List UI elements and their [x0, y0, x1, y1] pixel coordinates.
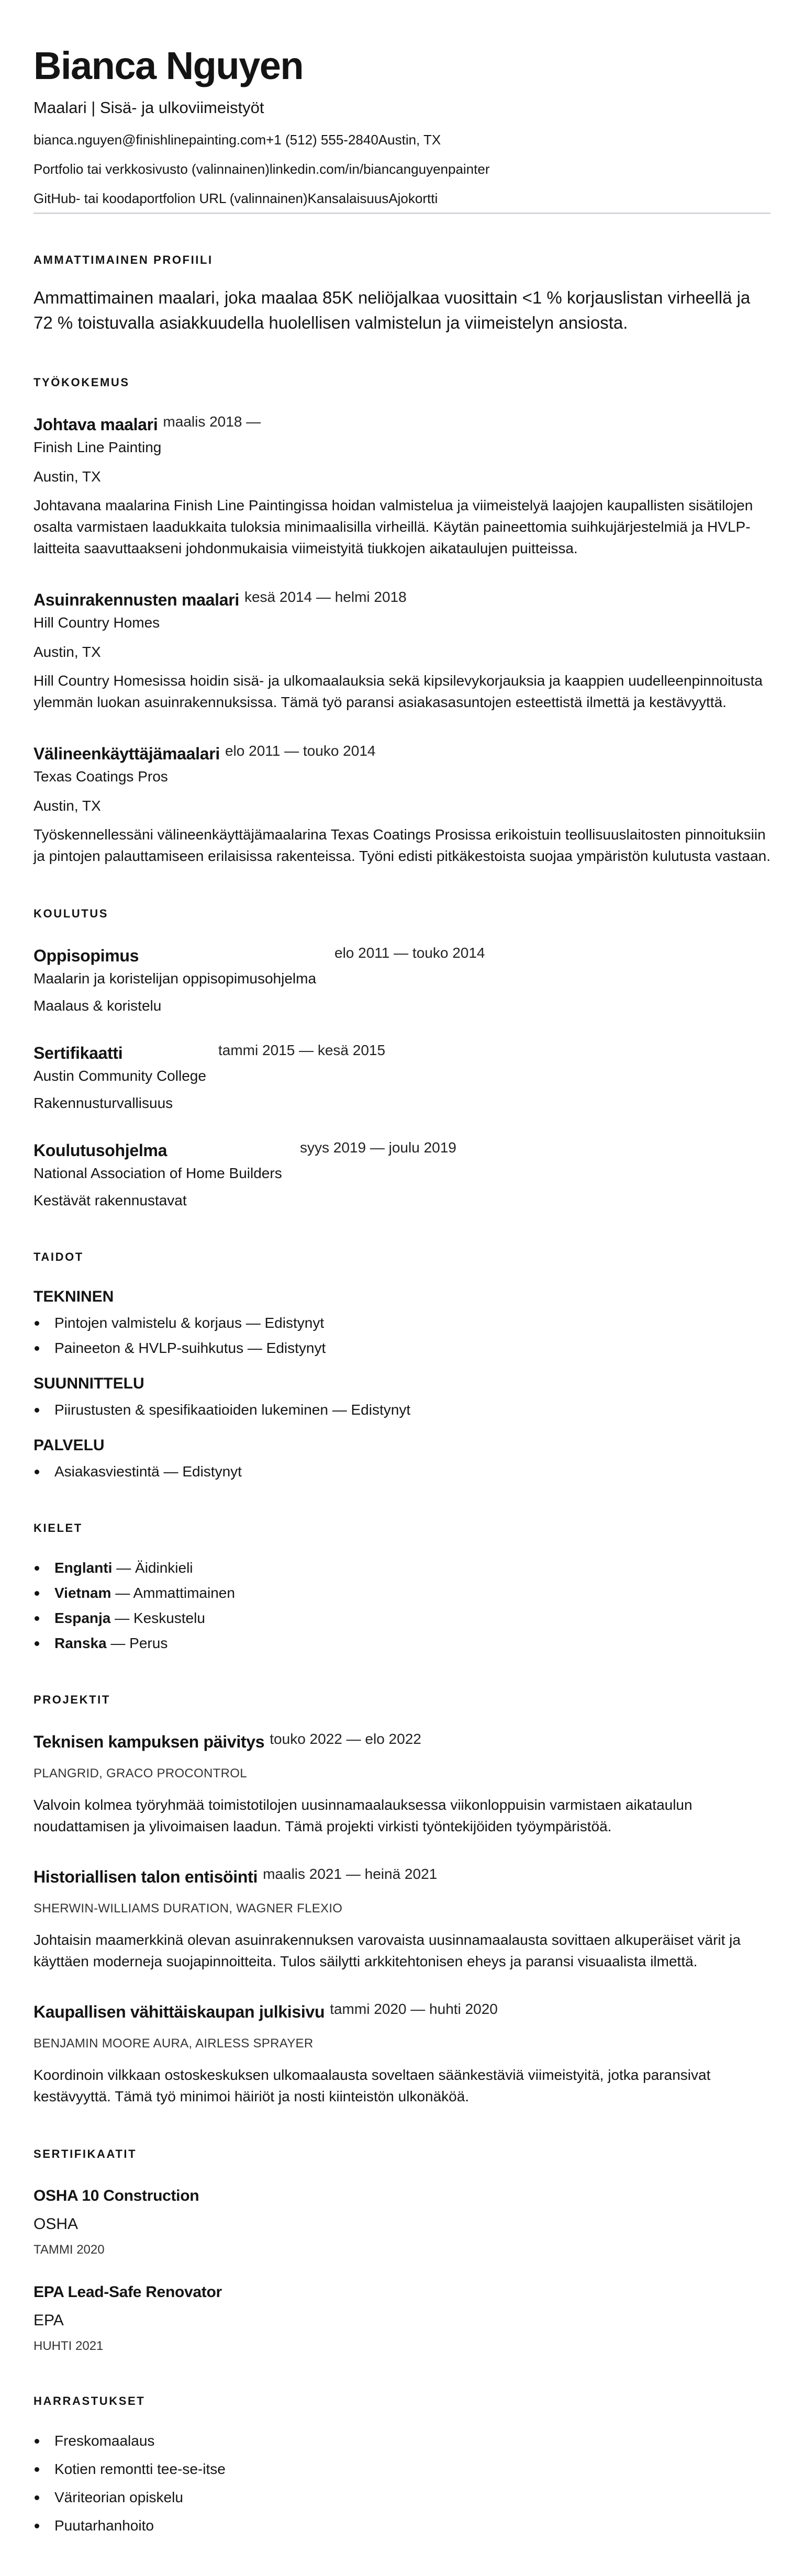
skill-category: SUUNNITTELU [34, 1375, 144, 1392]
project-dates: touko 2022 — elo 2022 [270, 1731, 421, 1747]
contact-row [34, 161, 770, 177]
job-location: Austin, TX [34, 798, 101, 814]
section-heading: HARRASTUKSET [34, 2394, 146, 2407]
education-section [34, 906, 770, 1210]
entry-title-row [34, 2001, 770, 2022]
job-dates: elo 2011 — touko 2014 [225, 743, 376, 759]
certification-entry [34, 2282, 770, 2354]
education-dates: syys 2019 — joulu 2019 [300, 1139, 456, 1156]
institution-name: National Association of Home Builders [34, 1165, 282, 1181]
project-title: Teknisen kampuksen päivitys [34, 1732, 265, 1751]
education-dates: elo 2011 — touko 2014 [334, 945, 485, 961]
hobby-item: Puutarhanhoito [34, 2516, 770, 2535]
company-name: Hill Country Homes [34, 614, 160, 631]
contact-item: Kansalaisuus [307, 191, 389, 206]
contact-row [34, 132, 770, 148]
entry-title-row [34, 1866, 770, 1887]
field-of-study: Rakennusturvallisuus [34, 1095, 173, 1111]
project-description: Koordinoin vilkkaan ostoskeskuksen ulkomaalausta soveltaen säänkestäviä viimeistyitä, jotka paransivat kestävyyttä. Tämä työ minimoi häiriöt ja nosti kiinteistön ulkonäköä. [34, 2067, 711, 2104]
language-item [34, 1584, 770, 1603]
contact-item: Ajokortti [388, 191, 438, 206]
hobbies-section [34, 2394, 770, 2535]
company-name: Finish Line Painting [34, 439, 162, 455]
contact-item: +1 (512) 555-2840 [266, 132, 378, 148]
entry-title-row [34, 945, 770, 966]
field-of-study: Maalaus & koristelu [34, 998, 162, 1014]
degree-title: Sertifikaatti [34, 1044, 123, 1062]
entry-title-row [34, 414, 770, 435]
contact-item: bianca.nguyen@finishlinepainting.com [34, 132, 266, 148]
job-title: Asuinrakennusten maalari [34, 590, 239, 609]
languages-section [34, 1521, 770, 1653]
headline: Maalari | Sisä- ja ulkoviimeistyöt [34, 98, 264, 117]
skill-item: Piirustusten & spesifikaatioiden lukeminen — Edistynyt [34, 1401, 770, 1419]
job-dates: kesä 2014 — helmi 2018 [244, 589, 407, 605]
entry-title-row [34, 1140, 770, 1161]
hobby-item: Kotien remontti tee-se-itse [34, 2460, 770, 2479]
section-heading: TYÖKOKEMUS [34, 376, 130, 389]
job-dates: maalis 2018 — [163, 413, 261, 430]
candidate-name: Bianca Nguyen [34, 44, 304, 87]
entry-title-row [34, 1043, 770, 1063]
project-title: Historiallisen talon entisöinti [34, 1867, 258, 1886]
skill-group [34, 1287, 770, 1358]
certification-name: EPA Lead-Safe Renovator [34, 2283, 222, 2301]
hobby-item: Väriteorian opiskelu [34, 2488, 770, 2507]
skills-section [34, 1250, 770, 1481]
field-of-study: Kestävät rakennustavat [34, 1192, 187, 1208]
degree-title: Koulutusohjelma [34, 1141, 168, 1160]
skill-group [34, 1374, 770, 1419]
entry-title-row [34, 1731, 770, 1752]
contact-info [34, 132, 770, 206]
skill-item: Pintojen valmistelu & korjaus — Edistynyt [34, 1314, 770, 1332]
job-description: Hill Country Homesissa hoidin sisä- ja ulkomaalauksia sekä kipsilevykorjauksia ja kaappien uudelleenpinnoitusta ylemmän luokan asuinrakennuksissa. Tämä työ paransi asiakasasuntojen esteettistä ilmettä ja kestävyyttä. [34, 673, 763, 710]
institution-name: Austin Community College [34, 1068, 206, 1084]
education-entry [34, 1043, 770, 1113]
language-name: Vietnam [54, 1585, 111, 1601]
contact-item: GitHub- tai koodaportfolion URL (valinnainen) [34, 191, 308, 206]
section-heading: AMMATTIMAINEN PROFIILI [34, 253, 213, 266]
project-tools: BENJAMIN MOORE AURA, AIRLESS SPRAYER [34, 2036, 314, 2051]
project-description: Valvoin kolmea työryhmää toimistotilojen uusinnamaalauksessa viikonloppuisin varmistaen aikataulun noudattamisen ja ylivoimaisen laadun. Tämä projekti virkisti työntekijöiden työympäristöä. [34, 1797, 693, 1834]
projects-section [34, 1693, 770, 2107]
project-title: Kaupallisen vähittäiskaupan julkisivu [34, 2002, 325, 2021]
certification-date: HUHTI 2021 [34, 2339, 104, 2353]
contact-item: linkedin.com/in/biancanguyenpainter [269, 161, 490, 177]
project-dates: maalis 2021 — heinä 2021 [263, 1866, 438, 1882]
skill-item: Asiakasviestintä — Edistynyt [34, 1462, 770, 1481]
language-item [34, 1634, 770, 1653]
language-level: — Äidinkieli [112, 1560, 193, 1576]
skill-list [34, 1462, 770, 1481]
section-heading: PROJEKTIT [34, 1693, 110, 1706]
hobby-item: Freskomaalaus [34, 2432, 770, 2450]
project-entry [34, 2001, 770, 2107]
project-tools: SHERWIN-WILLIAMS DURATION, WAGNER FLEXIO [34, 1901, 343, 1916]
job-description: Johtavana maalarina Finish Line Paintingissa hoidan valmistelua ja viimeistelyä laajojen kaupallisten sisätilojen osalta varmistaen laadukkaita tuloksia minimaalisilla virheillä. Käytän paineettomia suihkujärjestelmiä ja HVLP-laitteita saavuttaakseni johdonmukaisia viimeistyitä tiukkojen aikataulujen puitteissa. [34, 497, 753, 556]
contact-row [34, 191, 770, 206]
language-name: Ranska [54, 1635, 107, 1651]
language-item [34, 1609, 770, 1628]
education-entry [34, 1140, 770, 1210]
skill-category: PALVELU [34, 1437, 105, 1454]
language-level: — Keskustelu [110, 1610, 205, 1626]
language-level: — Ammattimainen [111, 1585, 235, 1601]
experience-entry [34, 589, 770, 713]
experience-entry [34, 414, 770, 559]
job-location: Austin, TX [34, 644, 101, 660]
skill-list [34, 1314, 770, 1358]
institution-name: Maalarin ja koristelijan oppisopimusohjelma [34, 970, 317, 987]
section-heading: SERTIFIKAATIT [34, 2147, 137, 2160]
education-entry [34, 945, 770, 1015]
project-tools: PLANGRID, GRACO PROCONTROL [34, 1766, 247, 1780]
job-title: Välineenkäyttäjämaalari [34, 744, 220, 763]
skill-list [34, 1401, 770, 1419]
hobbies-list [34, 2432, 770, 2535]
job-location: Austin, TX [34, 468, 101, 485]
project-dates: tammi 2020 — huhti 2020 [330, 2001, 498, 2017]
profile-section [34, 253, 770, 335]
project-entry [34, 1731, 770, 1837]
profile-summary: Ammattimainen maalari, joka maalaa 85K neliöjalkaa vuosittain <1 % korjauslistan virheellä ja 72 % toistuvalla asiakkuudella huolellisen valmistelun ja viimeistelyn ansiosta. [34, 288, 751, 332]
certification-name: OSHA 10 Construction [34, 2187, 199, 2204]
certification-issuer: EPA [34, 2312, 64, 2329]
section-heading: TAIDOT [34, 1250, 84, 1263]
job-description: Työskennellessäni välineenkäyttäjämaalarina Texas Coatings Prosissa erikoistuin teollisuuslaitosten pinnoituksiin ja pintojen palauttamiseen erilaisissa rakenteissa. Työni edisti pitkäkestoista suojaa ympäristön kulutusta vastaan. [34, 826, 771, 864]
resume-header [34, 44, 770, 214]
project-description: Johtaisin maamerkkinä olevan asuinrakennuksen varovaista uusinnamaalausta sovittaen alkuperäiset värit ja käyttäen moderneja suojapinnoitteita. Tulos säilytti arkkitehtonisen eheys ja paransi visuaalista ilmettä. [34, 1932, 741, 1969]
header-divider [34, 212, 770, 214]
degree-title: Oppisopimus [34, 946, 139, 965]
languages-list [34, 1559, 770, 1653]
entry-title-row [34, 589, 770, 610]
skill-item: Paineeton & HVLP-suihkutus — Edistynyt [34, 1339, 770, 1358]
education-dates: tammi 2015 — kesä 2015 [218, 1042, 386, 1058]
language-name: Espanja [54, 1610, 111, 1626]
skill-group [34, 1436, 770, 1481]
contact-item: Portfolio tai verkkosivusto (valinnainen) [34, 161, 270, 177]
section-heading: KIELET [34, 1521, 83, 1535]
certification-issuer: OSHA [34, 2215, 79, 2233]
section-heading: KOULUTUS [34, 907, 109, 920]
language-name: Englanti [54, 1560, 113, 1576]
experience-section [34, 375, 770, 867]
experience-entry [34, 743, 770, 867]
entry-title-row [34, 743, 770, 764]
company-name: Texas Coatings Pros [34, 768, 168, 785]
certifications-section [34, 2147, 770, 2354]
certification-date: TAMMI 2020 [34, 2243, 105, 2257]
project-entry [34, 1866, 770, 1972]
certification-entry [34, 2186, 770, 2258]
language-level: — Perus [106, 1635, 168, 1651]
language-item [34, 1559, 770, 1577]
skill-category: TEKNINEN [34, 1288, 114, 1305]
job-title: Johtava maalari [34, 415, 158, 434]
contact-item: Austin, TX [378, 132, 441, 148]
